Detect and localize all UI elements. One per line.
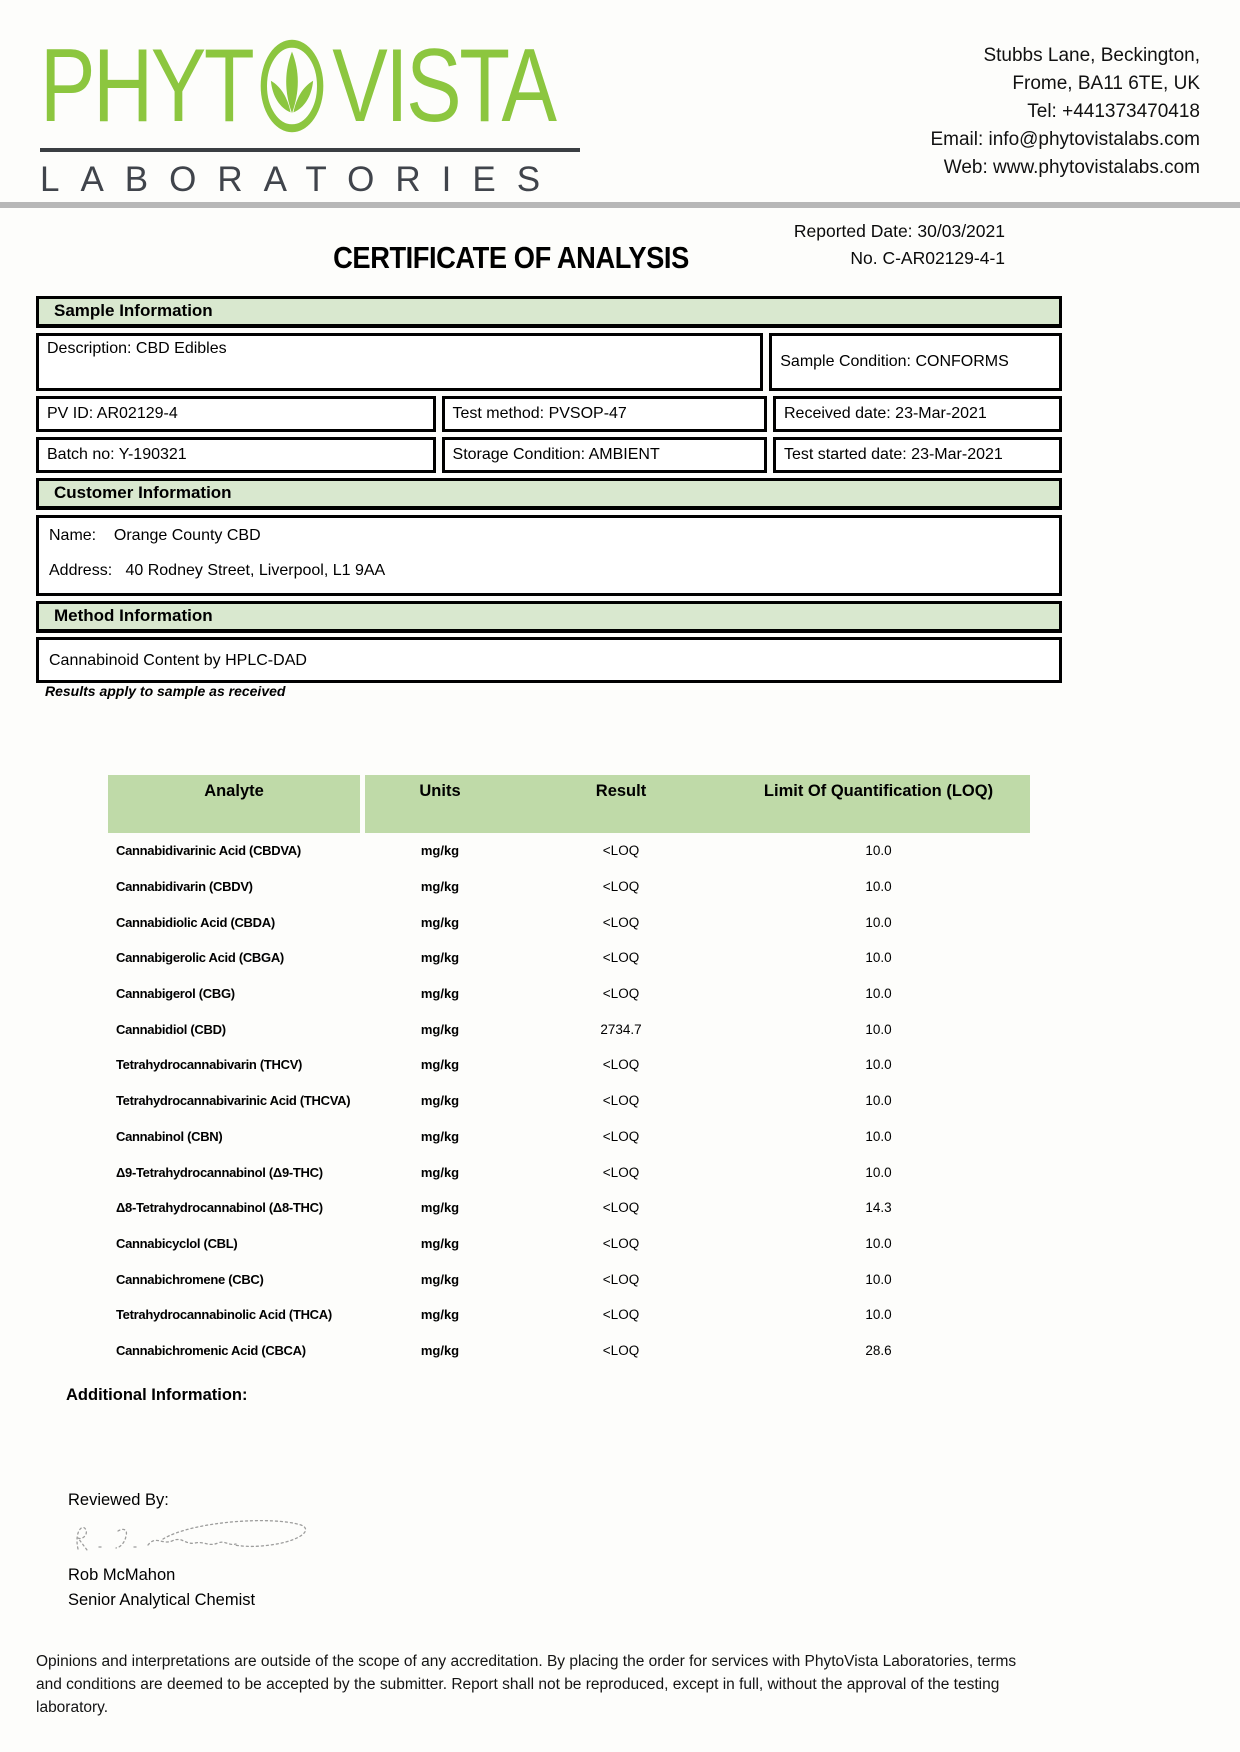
analyte-name: Tetrahydrocannabivarinic Acid (THCVA)	[116, 1093, 351, 1109]
analyte-units: mg/kg	[420, 1307, 460, 1323]
leaf-in-circle-icon	[257, 37, 327, 135]
contact-email: Email: info@phytovistalabs.com	[930, 129, 1200, 150]
customer-address: Address: 40 Rodney Street, Liverpool, L1 9AA	[49, 562, 386, 579]
analyte-units: mg/kg	[420, 1235, 460, 1251]
reviewed-by-label: Reviewed By:	[68, 1491, 169, 1509]
reviewer-name: Rob McMahon	[68, 1566, 176, 1584]
table-row	[108, 1011, 1030, 1047]
test-started-date-cell: Test started date: 23-Mar-2021	[773, 437, 1062, 473]
pv-id-cell: PV ID: AR02129-4	[36, 396, 436, 432]
analyte-result: <LOQ	[602, 843, 640, 859]
table-row	[108, 940, 1030, 976]
sample-info-row-description	[36, 333, 1062, 391]
analyte-units: mg/kg	[420, 950, 460, 966]
analyte-name: Cannabinol (CBN)	[116, 1128, 223, 1144]
contact-address-line2: Frome, BA11 6TE, UK	[1012, 73, 1200, 94]
received-date-cell: Received date: 23-Mar-2021	[773, 396, 1062, 432]
analyte-result: <LOQ	[602, 1128, 640, 1144]
table-row	[108, 1297, 1030, 1333]
handwritten-signature-icon	[68, 1515, 318, 1561]
table-row	[108, 833, 1030, 869]
logo-divider	[40, 148, 580, 152]
page-title: CERTIFICATE OF ANALYSIS	[333, 240, 689, 275]
analyte-name: Cannabidiolic Acid (CBDA)	[116, 914, 275, 930]
method-information-header: Method Information	[36, 601, 1062, 633]
contact-address-line1: Stubbs Lane, Beckington,	[983, 45, 1200, 66]
additional-information-label: Additional Information:	[66, 1386, 248, 1404]
analyte-loq: 10.0	[865, 1021, 892, 1037]
header	[40, 28, 1200, 200]
analyte-name: Δ9-Tetrahydrocannabinol (Δ9-THC)	[116, 1164, 323, 1180]
results-table	[108, 775, 1030, 1368]
table-row	[108, 1333, 1030, 1369]
header-units: Units	[419, 782, 461, 800]
contact-web: Web: www.phytovistalabs.com	[943, 157, 1200, 178]
header-result: Result	[595, 782, 647, 800]
test-method-cell: Test method: PVSOP-47	[442, 396, 767, 432]
table-row	[108, 1083, 1030, 1119]
analyte-result: <LOQ	[602, 1057, 640, 1073]
storage-condition-cell: Storage Condition: AMBIENT	[442, 437, 767, 473]
analyte-name: Cannabidiol (CBD)	[116, 1021, 226, 1037]
analyte-loq: 10.0	[865, 843, 892, 859]
analyte-loq: 28.6	[865, 1342, 892, 1358]
sample-information-header: Sample Information	[36, 296, 1062, 328]
analyte-units: mg/kg	[420, 1342, 460, 1358]
results-note: Results apply to sample as received	[45, 683, 286, 699]
table-row	[108, 904, 1030, 940]
analyte-result: <LOQ	[602, 1307, 640, 1323]
analyte-units: mg/kg	[420, 914, 460, 930]
table-row	[108, 1190, 1030, 1226]
analyte-result: <LOQ	[602, 1200, 640, 1216]
signature-block	[68, 1488, 318, 1613]
analyte-result: <LOQ	[602, 1164, 640, 1180]
analyte-result: <LOQ	[602, 879, 640, 895]
analyte-loq: 10.0	[865, 1307, 892, 1323]
customer-information-header: Customer Information	[36, 478, 1062, 510]
table-row	[108, 1047, 1030, 1083]
table-row	[108, 1119, 1030, 1155]
analyte-name: Cannabichromene (CBC)	[116, 1271, 264, 1287]
analyte-name: Δ8-Tetrahydrocannabinol (Δ8-THC)	[116, 1200, 323, 1216]
batch-no-cell: Batch no: Y-190321	[36, 437, 436, 473]
table-row	[108, 1154, 1030, 1190]
results-table-body	[108, 833, 1030, 1368]
analyte-name: Tetrahydrocannabivarin (THCV)	[116, 1057, 303, 1073]
analyte-loq: 10.0	[865, 1093, 892, 1109]
table-row	[108, 976, 1030, 1012]
header-analyte: Analyte	[108, 775, 360, 833]
analyte-loq: 10.0	[865, 1271, 892, 1287]
analyte-name: Cannabidivarin (CBDV)	[116, 879, 253, 895]
analyte-units: mg/kg	[420, 1271, 460, 1287]
analyte-loq: 10.0	[865, 914, 892, 930]
analyte-result: 2734.7	[600, 1021, 642, 1037]
analyte-loq: 10.0	[865, 986, 892, 1002]
analyte-loq: 14.3	[865, 1200, 892, 1216]
info-section	[36, 296, 1062, 683]
analyte-name: Cannabicyclol (CBL)	[116, 1235, 238, 1251]
method-cell: Cannabinoid Content by HPLC-DAD	[36, 637, 1062, 683]
reviewer-title: Senior Analytical Chemist	[68, 1591, 256, 1609]
header-divider-rule	[0, 202, 1240, 208]
analyte-loq: 10.0	[865, 1057, 892, 1073]
analyte-result: <LOQ	[602, 950, 640, 966]
analyte-units: mg/kg	[420, 1093, 460, 1109]
analyte-units: mg/kg	[420, 1128, 460, 1144]
analyte-name: Cannabigerolic Acid (CBGA)	[116, 950, 284, 966]
analyte-loq: 10.0	[865, 1164, 892, 1180]
customer-info-cell	[36, 515, 1062, 596]
logo-subtitle: LABORATORIES	[40, 160, 562, 199]
analyte-loq: 10.0	[865, 1128, 892, 1144]
analyte-name: Tetrahydrocannabinolic Acid (THCA)	[116, 1307, 332, 1323]
analyte-units: mg/kg	[420, 1164, 460, 1180]
reported-date: Reported Date: 30/03/2021	[793, 221, 1005, 241]
sample-info-row-batch	[36, 437, 1062, 473]
phytovista-logo	[40, 28, 600, 200]
analyte-result: <LOQ	[602, 1342, 640, 1358]
results-table-header	[108, 775, 1030, 833]
analyte-loq: 10.0	[865, 950, 892, 966]
header-measures	[365, 775, 1030, 833]
sample-condition-cell: Sample Condition: CONFORMS	[769, 333, 1062, 391]
analyte-result: <LOQ	[602, 914, 640, 930]
analyte-loq: 10.0	[865, 879, 892, 895]
analyte-units: mg/kg	[420, 1057, 460, 1073]
analyte-result: <LOQ	[602, 986, 640, 1002]
sample-info-row-ids	[36, 396, 1062, 432]
analyte-name: Cannabichromenic Acid (CBCA)	[116, 1342, 306, 1358]
analyte-name: Cannabigerol (CBG)	[116, 986, 235, 1002]
logo-text-phyt: PHYT	[40, 28, 253, 144]
logo-text-vista: VISTA	[332, 28, 555, 144]
table-row	[108, 1226, 1030, 1262]
analyte-units: mg/kg	[420, 1200, 460, 1216]
analyte-units: mg/kg	[420, 843, 460, 859]
table-row	[108, 869, 1030, 905]
customer-name: Name: Orange County CBD	[49, 527, 261, 544]
analyte-result: <LOQ	[602, 1271, 640, 1287]
analyte-result: <LOQ	[602, 1093, 640, 1109]
logo-wordmark	[40, 28, 555, 144]
lab-contact-info	[930, 34, 1200, 200]
analyte-loq: 10.0	[865, 1235, 892, 1251]
table-row	[108, 1261, 1030, 1297]
header-loq: Limit Of Quantification (LOQ)	[763, 782, 994, 800]
analyte-units: mg/kg	[420, 986, 460, 1002]
footer-disclaimer: Opinions and interpretations are outside of the scope of any accreditation. By placing the order for services with PhytoVista Laboratories, terms and conditions are deemed to be accepted by the submitter. Report shall not be reproduced, except in full, without the approval of the testing laboratory.	[36, 1653, 1017, 1716]
analyte-result: <LOQ	[602, 1235, 640, 1251]
analyte-name: Cannabidivarinic Acid (CBDVA)	[116, 843, 301, 859]
contact-tel: Tel: +441373470418	[1027, 101, 1200, 122]
analyte-units: mg/kg	[420, 879, 460, 895]
analyte-units: mg/kg	[420, 1021, 460, 1037]
report-number: No. C-AR02129-4-1	[850, 248, 1005, 268]
description-cell: Description: CBD Edibles	[36, 333, 763, 391]
